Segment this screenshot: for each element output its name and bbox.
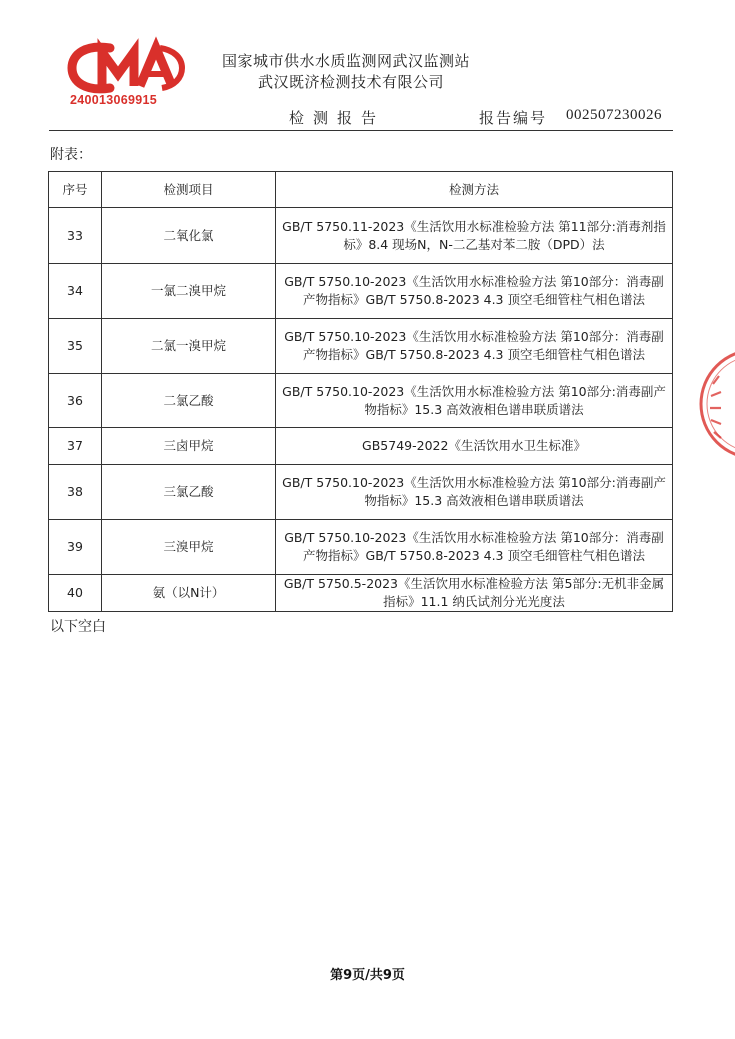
row-no: 36 (49, 374, 102, 428)
cert-number: 240013069915 (70, 93, 158, 107)
row-no: 33 (49, 208, 102, 264)
table-row (49, 520, 673, 575)
organization-name-1: 国家城市供水水质监测网武汉监测站 (222, 52, 471, 70)
row-method: GB/T 5750.11-2023《生活饮用水标准检验方法 第11部分:消毒剂指标》8.4 现场N，N-二乙基对苯二胺（DPD）法 (276, 208, 673, 264)
page-indicator: 第9页/共9页 (330, 968, 405, 983)
table-row (49, 264, 673, 319)
report-number: 002507230026 (566, 107, 662, 123)
table-row (49, 208, 673, 264)
row-method: GB/T 5750.10-2023《生活饮用水标准检验方法 第10部分：消毒副产物指标》GB/T 5750.8-2023 4.3 顶空毛细管柱气相色谱法 (276, 264, 673, 319)
test-methods-table (48, 171, 673, 612)
row-item: 二氯乙酸 (102, 374, 276, 428)
row-item: 二氯一溴甲烷 (102, 319, 276, 374)
header-method: 检测方法 (276, 172, 673, 208)
row-item: 三溴甲烷 (102, 520, 276, 575)
row-item: 三氯乙酸 (102, 465, 276, 520)
row-method: GB/T 5750.10-2023《生活饮用水标准检验方法 第10部分：消毒副产物指标》GB/T 5750.8-2023 4.3 顶空毛细管柱气相色谱法 (276, 319, 673, 374)
row-no: 39 (49, 520, 102, 575)
report-number-label: 报告编号 (479, 109, 548, 127)
table-row (49, 374, 673, 428)
seal-icon (697, 346, 735, 462)
row-no: 40 (49, 575, 102, 612)
row-item: 一氯二溴甲烷 (102, 264, 276, 319)
row-method: GB/T 5750.10-2023《生活饮用水标准检验方法 第10部分:消毒副产物指标》15.3 高效液相色谱串联质谱法 (276, 374, 673, 428)
row-item: 三卤甲烷 (102, 428, 276, 465)
row-no: 37 (49, 428, 102, 465)
organization-name-2: 武汉既济检测技术有限公司 (258, 73, 445, 91)
row-item: 二氧化氯 (102, 208, 276, 264)
row-method: GB/T 5750.10-2023《生活饮用水标准检验方法 第10部分:消毒副产物指标》15.3 高效液相色谱串联质谱法 (276, 465, 673, 520)
row-method: GB/T 5750.5-2023《生活饮用水标准检验方法 第5部分:无机非金属指标》11.1 纳氏试剂分光光度法 (276, 575, 673, 612)
row-no: 34 (49, 264, 102, 319)
blank-below-note: 以下空白 (50, 619, 106, 635)
row-no: 38 (49, 465, 102, 520)
attachment-label: 附表： (50, 147, 92, 163)
table-row (49, 428, 673, 465)
document-title: 检测报告 (289, 109, 386, 127)
table-row (49, 319, 673, 374)
table-header-row (49, 172, 673, 208)
row-item: 氨（以N计） (102, 575, 276, 612)
table-row (49, 465, 673, 520)
table-row (49, 575, 673, 612)
row-method: GB5749-2022《生活饮用水卫生标准》 (276, 428, 673, 465)
row-no: 35 (49, 319, 102, 374)
header-no: 序号 (49, 172, 102, 208)
header-item: 检测项目 (102, 172, 276, 208)
row-method: GB/T 5750.10-2023《生活饮用水标准检验方法 第10部分：消毒副产物指标》GB/T 5750.8-2023 4.3 顶空毛细管柱气相色谱法 (276, 520, 673, 575)
header-divider (49, 130, 673, 131)
